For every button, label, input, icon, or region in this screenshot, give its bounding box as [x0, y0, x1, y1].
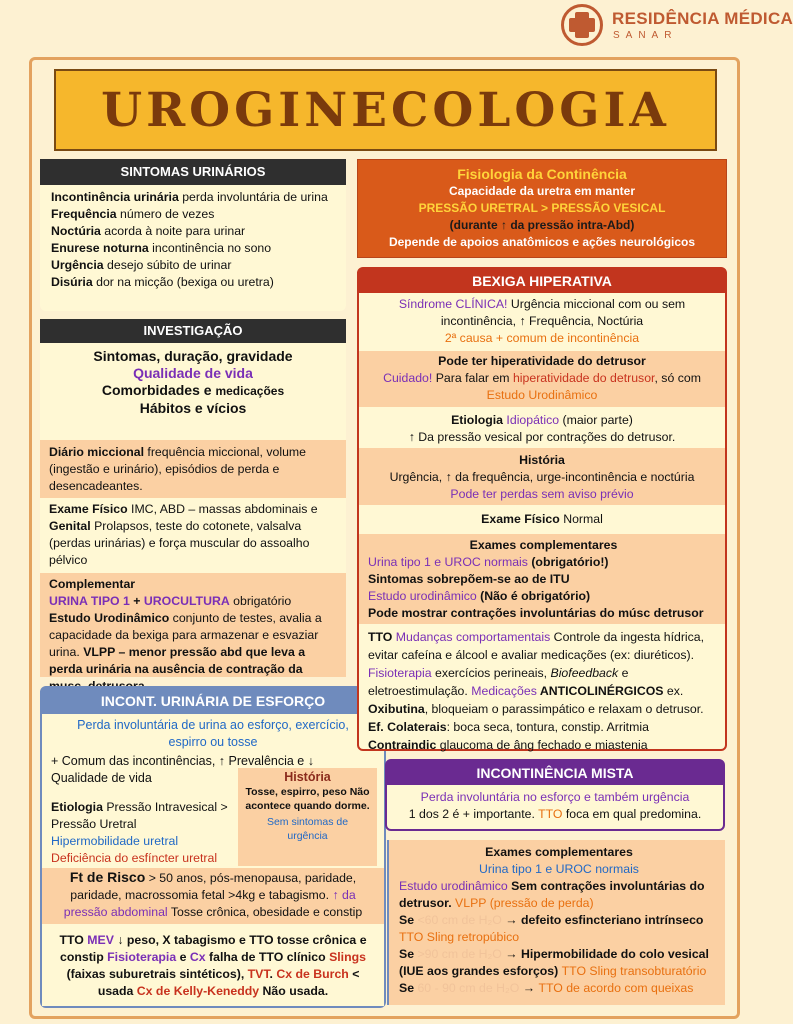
- esforco-definition: Perda involuntária de urina ao esforço, exercício, espirro ou tosse: [77, 718, 349, 749]
- esforco-comum: + Comum das incontinências, ↑ Prevalência e ↓ Qualidade de vida: [51, 754, 314, 785]
- fisiologia-box: Fisiologia da Continência Capacidade da uretra em manter PRESSÃO URETRAL > PRESSÃO VESICAL (durante ↑ da pressão intra-Abd) Depende de apoios anatômicos e ações neurológicos: [357, 159, 727, 258]
- bexiga-historia: História Urgência, ↑ da frequência, urge-incontinência e noctúria Pode ter perdas sem aviso prévio: [359, 448, 725, 505]
- sintoma-row: Noctúria acorda à noite para urinar: [51, 224, 246, 238]
- sanar-logo-icon: [561, 4, 603, 46]
- mista-exames: Exames complementares Urina tipo 1 e UROC normais Estudo urodinâmico Sem contrações involuntárias do detrusor. VLPP (pressão de perda) Se <60 cm de H₂O → defeito esfincteriano intrínseco TTO Sling retropúbico Se >90 cm de H₂O → Hipermobilidade do colo vesical (IUE aos grandes esforços) TTO Sling transobturatório Se 60 - 90 cm de H₂O → TTO de acordo com queixas: [387, 840, 725, 1005]
- bexiga-etiologia: Etiologia Idiopático (maior parte) ↑ Da pressão vesical por contrações do detrusor.: [408, 413, 676, 444]
- esforco-etiologia: Etiologia Pressão Intravesical > Pressão Uretral Hipermobilidade uretral Deficiência do esfíncter uretral: [51, 800, 228, 865]
- esforco-tto: TTO MEV ↓ peso, X tabagismo e TTO tosse crônica e constip Fisioterapia e Cx falha de TTO clínico Slings (faixas suburetrais sintéticos), TVT. Cx de Burch < usada Cx de Kelly-Keneddy Não usada.: [42, 930, 384, 1006]
- bexiga-header: BEXIGA HIPERATIVA: [359, 269, 725, 293]
- brand-title: RESIDÊNCIA MÉDICA: [612, 9, 793, 28]
- bexiga-sindrome: Síndrome CLÍNICA! Urgência miccional com ou sem incontinência, ↑ Frequência, Noctúria 2ª causa + comum de incontinência: [398, 297, 686, 345]
- complementar: Complementar URINA TIPO 1 + UROCULTURA obrigatório Estudo Urodinâmico conjunto de testes, avalia a capacidade da bexiga para armazenar e esvaziar urina. VLPP – menor pressão abd que leva a perda urinária na ausência de contração da: [40, 573, 346, 677]
- bexiga-hiperatividade: Pode ter hiperatividade do detrusor Cuidado! Para falar em hiperatividade do detrusor, só com Estudo Urodinâmico: [359, 351, 725, 407]
- esforco-historia-box: História Tosse, espirro, peso Não acontece quando dorme. Sem sintomas de urgência: [238, 768, 377, 866]
- sintoma-row: Disúria dor na micção (bexiga ou uretra): [51, 275, 274, 289]
- sintoma-row: Urgência desejo súbito de urinar: [51, 258, 232, 272]
- diario-miccional: Diário miccional frequência miccional, volume (ingestão e urinário), episódios de perda e desencadeantes.: [40, 440, 346, 498]
- bexiga-exame-fisico: Exame Físico Normal: [481, 512, 603, 526]
- investigacao-header: INVESTIGAÇÃO: [40, 319, 346, 343]
- sintomas-box: [40, 159, 346, 311]
- bexiga-tto: TTO Mudanças comportamentais Controle da ingesta hídrica, evitar cafeína e álcool e avaliar medicações (ex: diuréticos). Fisioterapia exercícios perineais, Biofeedback e eletroestimulação. Medicações ANTICOLINÉRGICOS ex. Oxibutina, bloqueiam o parassimpático e relaxam o detrusor. Ef. Colaterais: boca seca, tontura, constip. Arritmia Contraindic glaucoma de âng fechado e miastenia: [368, 630, 705, 752]
- exame-fisico: Exame Físico IMC, ABD – massas abdominais e Genital Prolapsos, teste do cotonete, valsalva (perdas urinárias) e força muscular do assoalho pélvico: [40, 498, 346, 573]
- page-title: UROGINECOLOGIA: [54, 69, 717, 151]
- bexiga-exames: Exames complementares Urina tipo 1 e UROC normais (obrigatório!) Sintomas sobrepõem-se ao de ITU Estudo urodinâmico (Não é obrigatório) Pode mostrar contrações involuntárias do músc detrusor: [359, 534, 725, 624]
- brand-subtitle: SANAR: [613, 30, 678, 41]
- esforco-header: INCONT. URINÁRIA DE ESFORÇO: [42, 688, 384, 714]
- sintoma-row: Enurese noturna incontinência no sono: [51, 241, 272, 255]
- sintoma-row: Incontinência urinária perda involuntária de urina: [51, 190, 328, 204]
- sintomas-list: [40, 185, 346, 291]
- mista-box: INCONTINÊNCIA MISTA Perda involuntária no esforço e também urgência 1 dos 2 é + importante. TTO foca em qual predomina.: [385, 759, 725, 831]
- fatores-risco: Ft de Risco > 50 anos, pós-menopausa, paridade, paridade, macrossomia fetal >4kg e tabagismo. ↑ da pressão abdominal Tosse crônica, obesidade e constip: [42, 868, 384, 924]
- mista-header: INCONTINÊNCIA MISTA: [387, 761, 723, 785]
- sintoma-row: Frequência número de vezes: [51, 207, 215, 221]
- bexiga-box: [357, 267, 727, 751]
- investigacao-summary: Sintomas, duração, gravidade Qualidade de vida Comorbidades e medicações Hábitos e vícios: [93, 348, 293, 416]
- investigacao-box: [40, 319, 346, 677]
- sintomas-header: SINTOMAS URINÁRIOS: [40, 159, 346, 185]
